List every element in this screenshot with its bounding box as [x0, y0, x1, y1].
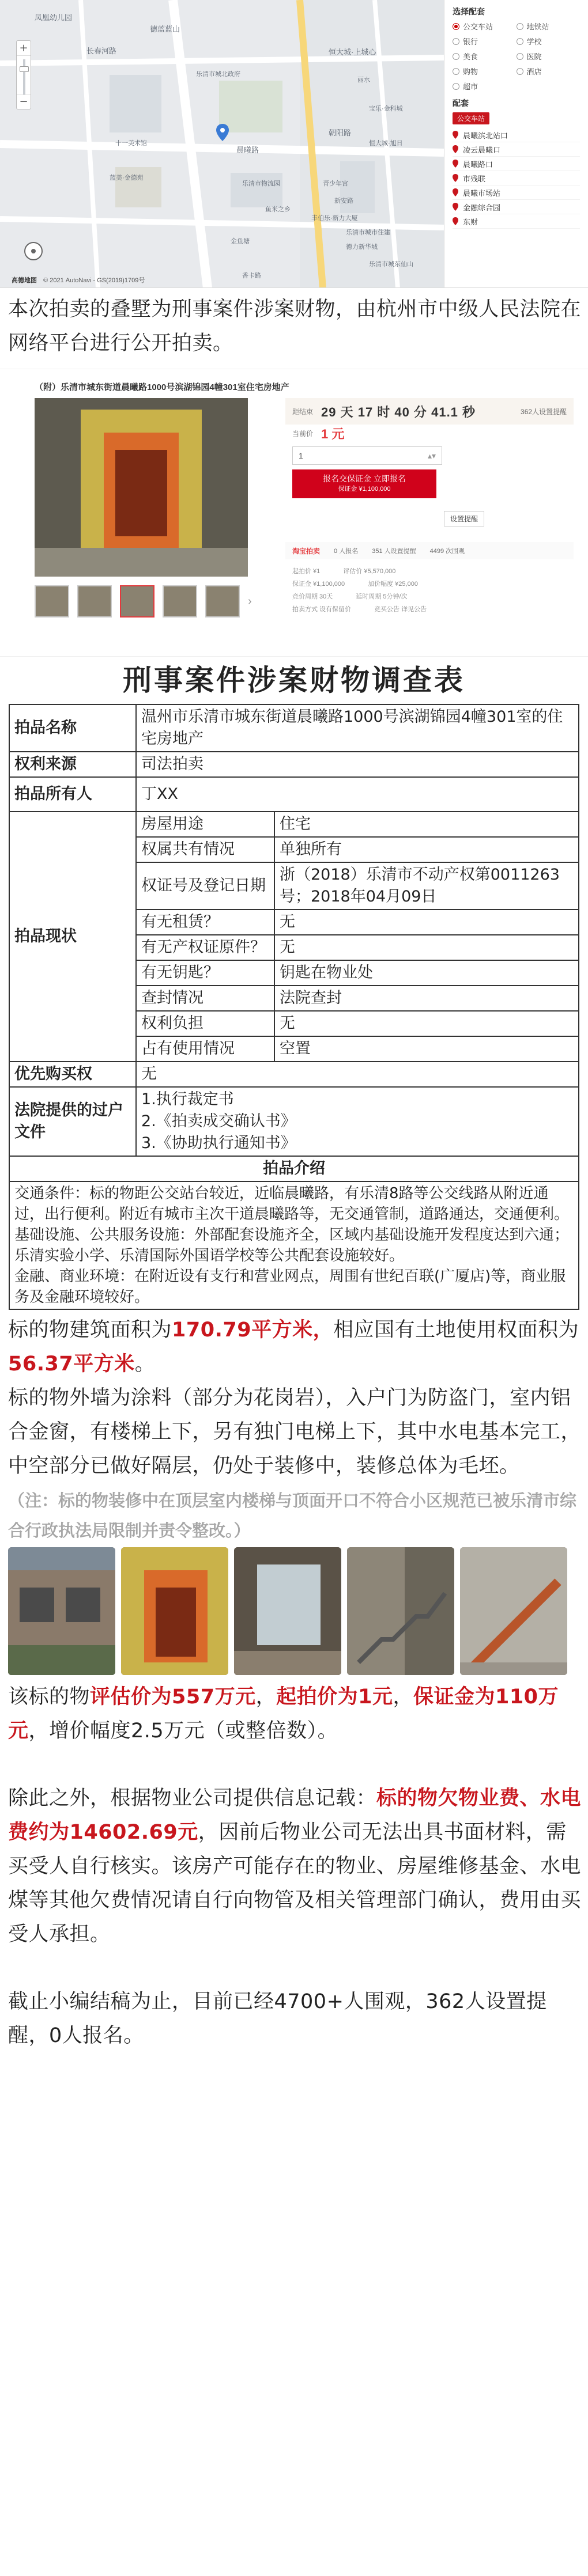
intro-paragraph: 本次拍卖的叠墅为刑事案件涉案财物，由杭州市中级人民法院在网络平台进行公开拍卖。 — [8, 298, 582, 355]
facility-option[interactable]: 超市 — [453, 81, 517, 92]
zoom-out-button[interactable]: − — [17, 94, 31, 109]
area-paragraph: 标的物建筑面积为170.79平方米，相应国有土地使用权面积为56.37平方米。 — [8, 1319, 579, 1376]
set-reminder-button[interactable]: 设置提醒 — [444, 511, 484, 526]
nearby-item[interactable]: 凌云晨曦口 — [453, 142, 580, 157]
map-label: 德蓝蓝山 — [150, 25, 180, 33]
countdown-value: 29 天 17 时 40 分 41.1 秒 — [321, 404, 476, 419]
row-label: 拍品现状 — [9, 812, 136, 1062]
pin-icon — [453, 188, 458, 196]
status-key: 权利负担 — [136, 1011, 274, 1036]
thumbnail-selected[interactable] — [120, 585, 154, 618]
facility-option[interactable]: 酒店 — [517, 66, 581, 77]
map-label: 晨曦路 — [236, 146, 259, 154]
current-price: 1 元 — [321, 426, 345, 441]
pin-icon — [453, 217, 458, 225]
pin-icon — [453, 203, 458, 211]
starting-price: 起拍价为1元 — [276, 1685, 393, 1709]
status-key: 房屋用途 — [136, 812, 274, 837]
property-photo[interactable] — [347, 1547, 454, 1675]
facility-option[interactable]: 地铁站 — [517, 21, 581, 32]
stepper-arrows-icon[interactable]: ▴▾ — [427, 450, 436, 460]
stat-views: 4499 次围观 — [429, 548, 465, 555]
map-label: 恒大城·旭日 — [369, 140, 403, 147]
row-value: 丁XX — [136, 777, 579, 812]
radio-icon — [517, 53, 523, 60]
map-label: 乐清市城市住建 — [346, 229, 390, 236]
register-bid-button[interactable]: 报名交保证金 立即报名 保证金 ¥1,100,000 — [292, 469, 436, 498]
status-key: 查封情况 — [136, 986, 274, 1011]
table-row — [9, 1087, 579, 1156]
facility-option[interactable]: 医院 — [517, 51, 581, 62]
fee-paragraph: 除此之外，根据物业公司提供信息记载：标的物欠物业费、水电费约为14602.69元，因前后物业公司无法出具书面材料，需买受人自行核实。该房产可能存在的物业、房屋维修基金、水电煤等其他欠费情况请自行向物管及相关管理部门确认，费用由买受人承担。 — [8, 1787, 582, 1946]
radio-icon — [453, 68, 459, 75]
exterior-photo-image — [8, 1547, 115, 1675]
compass-icon[interactable] — [24, 242, 43, 260]
intro-heading: 拍品介绍 — [9, 1156, 579, 1181]
map-label: 乐清市城北政府 — [196, 71, 240, 78]
countdown-label: 距结束 — [292, 407, 314, 416]
doc-item: 2.《拍卖成交确认书》 — [141, 1112, 296, 1130]
status-value: 法院查封 — [274, 986, 579, 1011]
map-section — [0, 0, 588, 288]
thumbnail[interactable] — [77, 585, 112, 618]
map-label: 凤凰幼儿园 — [35, 13, 73, 22]
status-key: 权证号及登记日期 — [136, 862, 274, 910]
closing-paragraph: 截止小编结稿为止，目前已经4700+人围观，362人设置提醒，0人报名。 — [8, 1990, 547, 2047]
row-label: 优先购买权 — [9, 1062, 136, 1087]
map-label: 乐清市物流园 — [242, 180, 280, 187]
arrears-amount: 标的物欠物业费、水电费约为14602.69元 — [8, 1787, 582, 1844]
row-value: 无 — [136, 1062, 579, 1087]
property-photo[interactable] — [121, 1547, 228, 1675]
intro-item: 交通条件：标的物距公交站台较近，近临晨曦路，有乐清8路等公交线路从附近通过，出行便利。附近有城市主次干道晨曦路等，无交通管制，道路通达，交通便利。 — [14, 1185, 570, 1223]
table-row — [9, 704, 579, 752]
doc-item: 1.执行裁定书 — [141, 1090, 234, 1108]
room-photo-image — [35, 398, 248, 577]
nearby-item[interactable]: 晨曦路口 — [453, 157, 580, 171]
rectification-note: （注：标的物装修中在顶层室内楼梯与顶面开口不符合小区规范已被乐清市综合行政执法局限制并责令整改。） — [8, 1491, 577, 1540]
radio-icon — [453, 38, 459, 45]
auction-screenshot — [0, 369, 588, 657]
status-key: 有无租赁？ — [136, 910, 274, 935]
facility-option[interactable]: 美食 — [453, 51, 517, 62]
map-footer — [12, 275, 145, 285]
nearby-item[interactable]: 金融综合园 — [453, 200, 580, 214]
nearby-item[interactable]: 晨曦市场站 — [453, 185, 580, 200]
thumbnail[interactable] — [205, 585, 240, 618]
map-label: 丰伯乐·新力大厦 — [311, 215, 358, 222]
window-photo-image — [234, 1547, 341, 1675]
table-row — [9, 1181, 579, 1309]
map-copyright: © 2021 AutoNavi - GS(2019)1709号 — [43, 277, 145, 284]
intro-cell — [9, 1181, 579, 1309]
chevron-right-icon[interactable]: › — [248, 595, 252, 608]
land-area: 56.37平方米 — [8, 1353, 135, 1376]
status-value: 单独所有 — [274, 837, 579, 862]
status-value: 住宅 — [274, 812, 579, 837]
intro-item: 基础设施、公共服务设施：外部配套设施齐全，区域内基础设施开发程度达到六通；乐清实验小学、乐清国际外国语学校等公共配套设施较好。 — [14, 1226, 570, 1264]
location-pin-icon[interactable] — [216, 124, 229, 141]
zoom-control — [16, 40, 31, 109]
thumbnail[interactable] — [35, 585, 69, 618]
radio-icon — [453, 83, 459, 90]
property-main-photo[interactable] — [35, 398, 248, 577]
auction-detail-grid: 起拍价 ¥1 评估价 ¥5,570,000 保证金 ¥1,100,000 加价幅度 ¥25,000 竞价周期 30天 延时周期 5分钟/次 拍卖方式 设有保留价 竞买公告 详见公告 — [292, 568, 427, 613]
map-label: 恒大城·上城心 — [329, 48, 376, 56]
facility-title: 选择配套 — [453, 7, 485, 16]
stair-photo-image — [347, 1547, 454, 1675]
radio-icon — [517, 68, 523, 75]
price-row — [285, 425, 574, 442]
radio-selected-icon — [453, 23, 459, 30]
map-label: 长春河路 — [86, 47, 117, 55]
status-key: 权属共有情况 — [136, 837, 274, 862]
auction-title: （附）乐清市城东街道晨曦路1000号滨湖锦园4幢301室住宅房地产 — [35, 382, 289, 392]
pin-icon — [453, 160, 458, 168]
facility-options — [453, 21, 580, 92]
row-value: 温州市乐清市城东街道晨曦路1000号滨湖锦园4幢301室的住宅房地产 — [136, 704, 579, 752]
radio-icon — [517, 38, 523, 45]
map-canvas[interactable] — [0, 0, 444, 288]
map-label: 鱼米之乡 — [265, 206, 291, 213]
status-key: 占有使用情况 — [136, 1036, 274, 1062]
map-label: 宝乐·金科城 — [369, 105, 403, 112]
spacer — [0, 1952, 588, 1985]
status-value: 无 — [274, 910, 579, 935]
thumbnail-strip — [35, 585, 277, 620]
auction-stats — [285, 542, 574, 559]
map-label: 香卡路 — [242, 272, 261, 279]
table-row — [9, 1062, 579, 1087]
nearby-list — [453, 128, 580, 229]
remind-count: 362人设置提醒 — [520, 407, 567, 416]
pin-icon — [453, 145, 458, 153]
map-label: 金鱼塘 — [231, 238, 250, 245]
row-value: 司法拍卖 — [136, 752, 579, 777]
facility-option[interactable]: 公交车站 — [453, 21, 517, 32]
platform-brand: 淘宝拍卖 — [292, 547, 321, 555]
facility-option[interactable]: 学校 — [517, 36, 581, 47]
zoom-in-button[interactable]: + — [17, 41, 31, 56]
stat-registered: 0 人报名 — [334, 548, 359, 555]
map-label: 丽水 — [357, 77, 370, 84]
row-label: 拍品名称 — [9, 704, 136, 752]
table-row — [9, 812, 579, 837]
status-value: 无 — [274, 1011, 579, 1036]
status-key: 有无产权证原件？ — [136, 935, 274, 960]
status-value: 空置 — [274, 1036, 579, 1062]
status-key: 有无钥匙？ — [136, 960, 274, 986]
price-label: 当前价 — [292, 429, 314, 438]
price-paragraph: 该标的物评估价为557万元，起拍价为1元，保证金为110万元，增价幅度2.5万元（或整倍数）。 — [8, 1685, 559, 1742]
map-label: 十一美术馆 — [115, 140, 147, 147]
thumbnail[interactable] — [163, 585, 197, 618]
facility-option[interactable]: 银行 — [453, 36, 517, 47]
investigation-table — [9, 704, 579, 1310]
building-area: 170.79平方米， — [172, 1319, 334, 1342]
auction-info-panel — [285, 398, 574, 628]
map-logo: 高德地图 — [12, 277, 37, 284]
row-label: 法院提供的过户文件 — [9, 1087, 136, 1156]
countdown-bar — [285, 398, 574, 425]
map-label: 朝阳路 — [329, 128, 352, 137]
table-row — [9, 777, 579, 812]
zoom-slider-handle[interactable] — [20, 66, 29, 72]
table-title: 刑事案件涉案财物调查表 — [123, 664, 465, 697]
stat-reminders: 351 人设置提醒 — [372, 548, 416, 555]
doc-item: 3.《协助执行通知书》 — [141, 1134, 296, 1152]
nearby-title: 配套 — [453, 99, 469, 108]
row-label: 拍品所有人 — [9, 777, 136, 812]
property-photo[interactable] — [8, 1547, 115, 1675]
status-value: 钥匙在物业处 — [274, 960, 579, 986]
radio-icon — [453, 53, 459, 60]
nearby-item[interactable]: 市残联 — [453, 171, 580, 185]
room-photo-image — [121, 1547, 228, 1675]
nearby-item[interactable]: 晨曦滨北站口 — [453, 128, 580, 142]
nearby-category-tab[interactable]: 公交车站 — [453, 112, 489, 124]
spacer — [0, 1748, 588, 1782]
property-photo[interactable] — [234, 1547, 341, 1675]
map-label: 青少年宫 — [323, 180, 348, 187]
property-photo[interactable] — [460, 1547, 567, 1675]
nearby-item[interactable]: 东财 — [453, 214, 580, 229]
zoom-track[interactable] — [23, 59, 25, 95]
pin-icon — [453, 174, 458, 182]
deposit-amount: 保证金为110万元 — [8, 1685, 559, 1742]
photo-strip — [0, 1545, 588, 1677]
intro-item: 金融、商业环境：在附近设有支行和营业网点，周围有世纪百联(广厦店)等，商业服务及金融环境较好。 — [14, 1268, 566, 1306]
map-label: 新安路 — [334, 198, 353, 204]
table-row — [9, 1156, 579, 1181]
map-label: 蓝美·金德苑 — [110, 175, 144, 181]
facility-option[interactable]: 购物 — [453, 66, 517, 77]
quantity-value: 1 — [299, 451, 303, 460]
appraisal-price: 评估价为557万元 — [90, 1685, 256, 1709]
row-label: 权利来源 — [9, 752, 136, 777]
status-value: 浙（2018）乐清市不动产权第0011263号；2018年04月09日 — [274, 862, 579, 910]
decoration-paragraph: 标的物外墙为涂料（部分为花岗岩），入户门为防盗门，室内铝合金窗，有楼梯上下，另有独门电梯上下，其中水电基本完工，中空部分已做好隔层，仍处于装修中，装修总体为毛坯。 — [8, 1387, 582, 1478]
map-sidebar — [444, 0, 588, 288]
status-value: 无 — [274, 935, 579, 960]
map-label: 德力新华城 — [346, 244, 378, 251]
quantity-stepper[interactable] — [292, 446, 442, 465]
map-label: 乐清市城东仙山 — [369, 261, 413, 268]
row-value — [136, 1087, 579, 1156]
radio-icon — [517, 23, 523, 30]
pin-icon — [453, 131, 458, 139]
table-row — [9, 752, 579, 777]
staircase-photo-image — [460, 1547, 567, 1675]
